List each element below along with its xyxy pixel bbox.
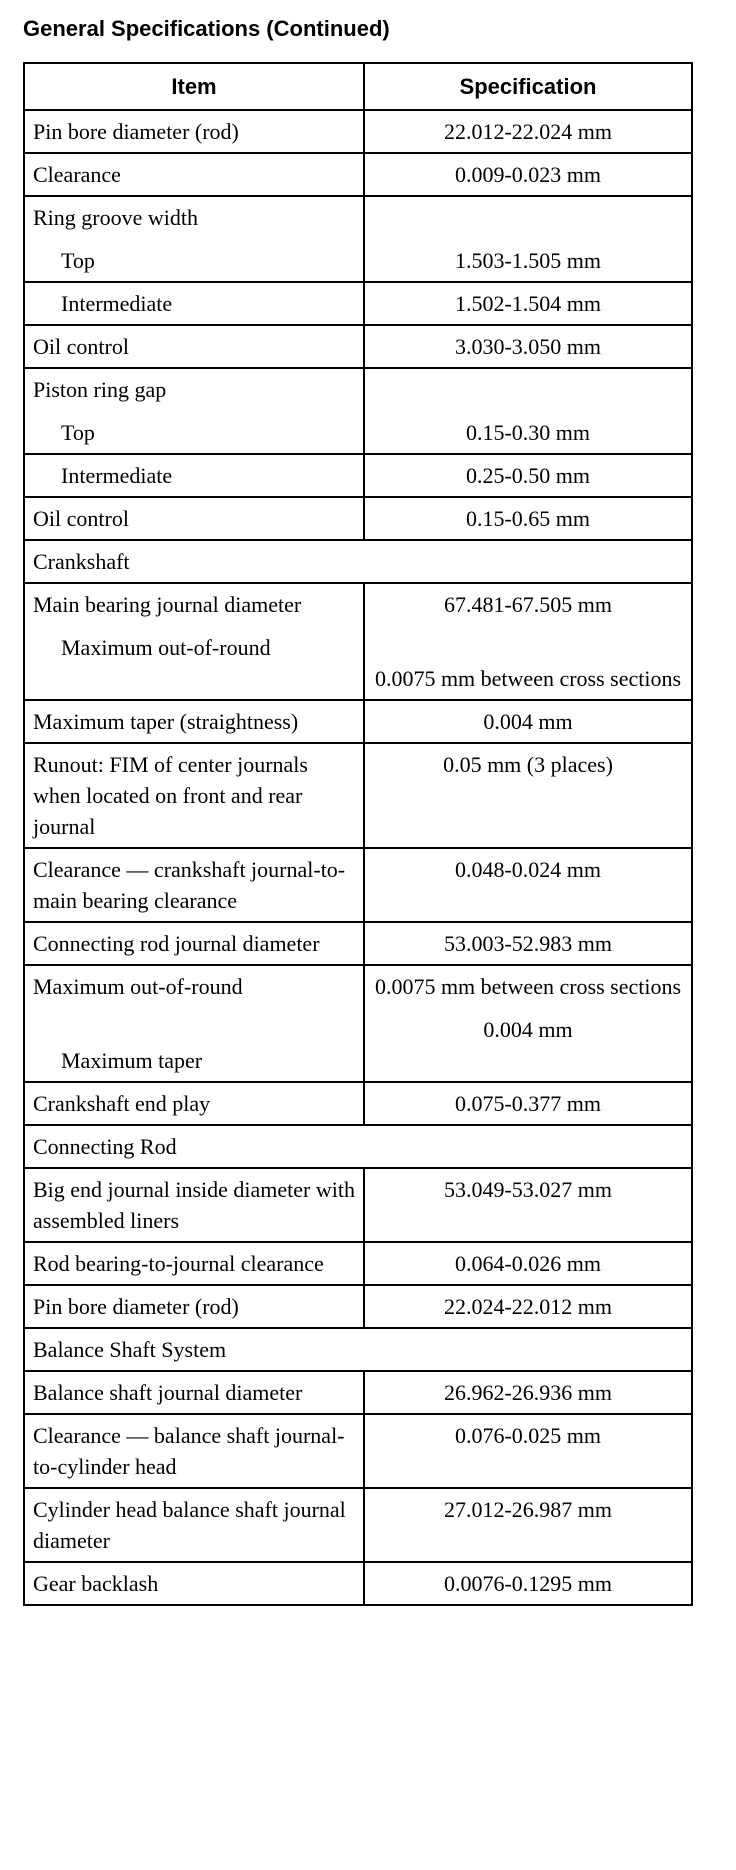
item-cell: Runout: FIM of center journals when located on front and rear journal: [24, 743, 364, 848]
table-row: [24, 1168, 692, 1242]
spec-cell: 0.064-0.026 mm: [364, 1242, 692, 1285]
specification-column-header: Specification: [364, 63, 692, 110]
table-row: [24, 1285, 692, 1328]
table-row: [24, 700, 692, 743]
sub-item-label: Maximum taper: [61, 1048, 203, 1073]
table-row: [24, 1414, 692, 1488]
spec-cell: 0.0076-0.1295 mm: [364, 1562, 692, 1605]
spec-cell: 22.024-22.012 mm: [364, 1285, 692, 1328]
sub-item-label: Intermediate: [61, 463, 173, 488]
specifications-table: [23, 62, 693, 1606]
spec-cell: 0.15-0.65 mm: [364, 497, 692, 540]
table-row: [24, 153, 692, 196]
group-label: Ring groove width: [33, 205, 198, 230]
spec-cell: 27.012-26.987 mm: [364, 1488, 692, 1562]
section-row: [24, 540, 692, 583]
item-cell: Crankshaft end play: [24, 1082, 364, 1125]
spec-cell: 0.048-0.024 mm: [364, 848, 692, 922]
header-row: [24, 63, 692, 110]
item-cell: [24, 368, 364, 454]
sub-spec-value: 0.0075 mm between cross sections: [374, 666, 682, 691]
spec-cell: 22.012-22.024 mm: [364, 110, 692, 153]
spec-cell: 0.004 mm: [364, 700, 692, 743]
table-row: [24, 1562, 692, 1605]
sub-spec-value: 1.503-1.505 mm: [454, 248, 602, 273]
item-cell: [24, 196, 364, 282]
item-cell: [24, 454, 364, 497]
item-cell: Oil control: [24, 325, 364, 368]
item-cell: Connecting rod journal diameter: [24, 922, 364, 965]
table-row: [24, 965, 692, 1082]
spec-cell: 53.049-53.027 mm: [364, 1168, 692, 1242]
spec-cell: 1.502-1.504 mm: [364, 282, 692, 325]
table-row: [24, 497, 692, 540]
sub-item-label: Maximum out-of-round: [61, 635, 271, 660]
table-row: [24, 1082, 692, 1125]
table-row: [24, 1488, 692, 1562]
item-cell: Cylinder head balance shaft journal diameter: [24, 1488, 364, 1562]
item-cell: Gear backlash: [24, 1562, 364, 1605]
group-label: Piston ring gap: [33, 377, 167, 402]
spec-cell: 0.25-0.50 mm: [364, 454, 692, 497]
item-cell: Rod bearing-to-journal clearance: [24, 1242, 364, 1285]
table-row: [24, 110, 692, 153]
spec-cell: [364, 965, 692, 1082]
table-row: [24, 454, 692, 497]
spec-cell: 53.003-52.983 mm: [364, 922, 692, 965]
item-cell: Clearance — balance shaft journal-to-cylinder head: [24, 1414, 364, 1488]
table-row: [24, 196, 692, 282]
item-cell: Pin bore diameter (rod): [24, 110, 364, 153]
section-row: [24, 1328, 692, 1371]
page-title: General Specifications (Continued): [23, 16, 390, 41]
spec-cell: 0.075-0.377 mm: [364, 1082, 692, 1125]
spec-cell: 0.009-0.023 mm: [364, 153, 692, 196]
spec-cell: 26.962-26.936 mm: [364, 1371, 692, 1414]
spec-cell: 0.076-0.025 mm: [364, 1414, 692, 1488]
table-row: [24, 1371, 692, 1414]
table-row: [24, 325, 692, 368]
table-row: [24, 282, 692, 325]
sub-item-label: Intermediate: [61, 291, 173, 316]
spec-cell: 0.05 mm (3 places): [364, 743, 692, 848]
empty-spec: [373, 374, 683, 405]
table-row: [24, 922, 692, 965]
item-column-header: Item: [24, 63, 364, 110]
item-cell: Clearance — crankshaft journal-to-main bearing clearance: [24, 848, 364, 922]
item-label: Maximum out-of-round: [33, 974, 243, 999]
sub-spec-value: 0.004 mm: [483, 1017, 573, 1042]
section-heading-crankshaft: Crankshaft: [24, 540, 692, 583]
sub-spec-value: 0.15-0.30 mm: [465, 420, 591, 445]
spec-cell: [364, 583, 692, 700]
spec-cell: [364, 368, 692, 454]
item-cell: Pin bore diameter (rod): [24, 1285, 364, 1328]
section-heading-balance-shaft-system: Balance Shaft System: [24, 1328, 692, 1371]
empty-spec: [373, 202, 683, 233]
spec-cell: 3.030-3.050 mm: [364, 325, 692, 368]
table-row: [24, 583, 692, 700]
item-cell: [24, 282, 364, 325]
sub-item-label: Top: [61, 420, 95, 445]
spec-cell: [364, 196, 692, 282]
section-row: [24, 1125, 692, 1168]
item-cell: Oil control: [24, 497, 364, 540]
item-cell: [24, 583, 364, 700]
sub-item-label: Top: [61, 248, 95, 273]
table-row: [24, 1242, 692, 1285]
table-row: [24, 368, 692, 454]
section-heading-connecting-rod: Connecting Rod: [24, 1125, 692, 1168]
table-row: [24, 743, 692, 848]
item-cell: Clearance: [24, 153, 364, 196]
item-cell: Balance shaft journal diameter: [24, 1371, 364, 1414]
item-cell: Big end journal inside diameter with assembled liners: [24, 1168, 364, 1242]
table-row: [24, 848, 692, 922]
item-cell: Maximum taper (straightness): [24, 700, 364, 743]
spec-value: 67.481-67.505 mm: [443, 592, 613, 617]
spec-value: 0.0075 mm between cross sections: [374, 974, 682, 999]
item-cell: [24, 965, 364, 1082]
item-label: Main bearing journal diameter: [33, 592, 302, 617]
